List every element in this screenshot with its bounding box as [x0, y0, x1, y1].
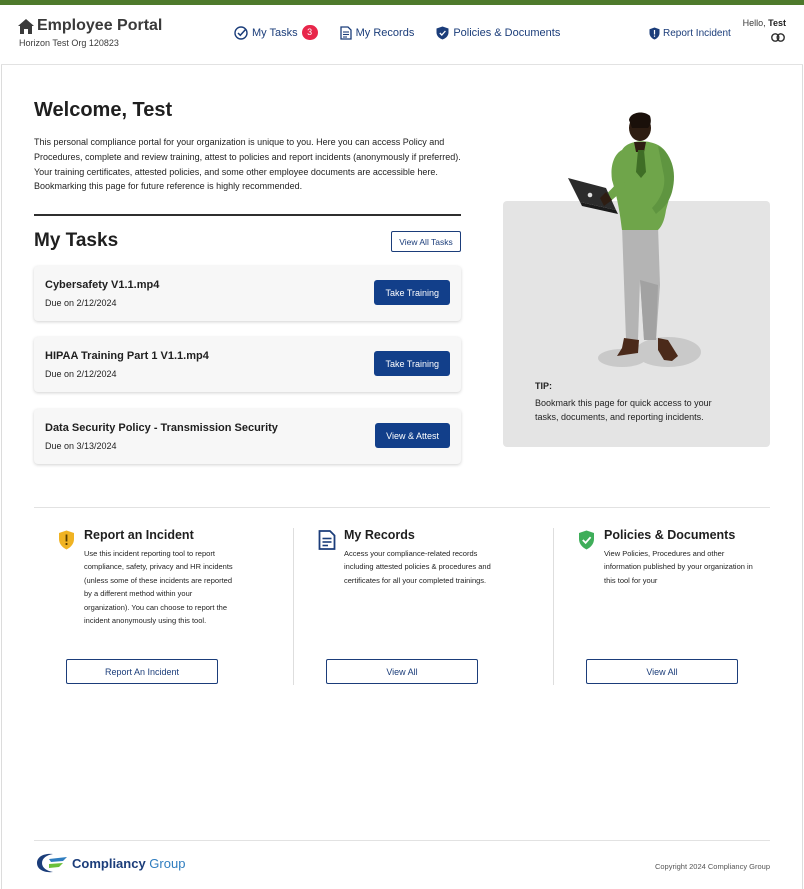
tasks-count-badge: 3 — [302, 25, 318, 40]
main-nav — [234, 25, 582, 40]
tasks-divider — [34, 214, 461, 216]
nav-my-tasks-label: My Tasks — [252, 26, 298, 39]
report-incident-section — [84, 528, 294, 627]
my-records-desc: Access your compliance-related records including attested policies & procedures and certificates for all your completed trainings. — [344, 549, 491, 585]
tip-text: Bookmark this page for quick access to your tasks, documents, and reporting incidents. — [535, 398, 712, 422]
person-with-laptop-illustration — [560, 110, 720, 370]
document-icon — [318, 530, 336, 550]
org-name: Horizon Test Org 120823 — [19, 38, 119, 48]
nav-policies[interactable] — [436, 26, 560, 40]
app-title: Employee Portal — [37, 17, 163, 34]
check-circle-icon — [234, 26, 248, 40]
welcome-title: Welcome, Test — [34, 99, 173, 121]
report-incident-desc: Use this incident reporting tool to report compliance, safety, privacy and HR incidents (unless some of these incidents are reported by a different method within your organization). You can choose to report the incident anonymously using this tool. — [84, 549, 233, 626]
greeting-text: Hello, — [742, 18, 766, 28]
section-divider — [34, 507, 770, 508]
user-greeting — [743, 18, 786, 28]
shield-check-icon — [578, 530, 595, 550]
policies-section — [604, 528, 804, 587]
policies-desc: View Policies, Procedures and other information published by your organization in this tool for your — [604, 549, 753, 585]
report-incident-link[interactable] — [649, 27, 731, 40]
nav-my-records-label: My Records — [355, 26, 415, 39]
tip-label: TIP: — [535, 381, 552, 391]
report-incident-title: Report an Incident — [84, 528, 194, 542]
view-all-policies-button[interactable]: View All — [586, 659, 738, 684]
task-name: HIPAA Training Part 1 V1.1.mp4 — [45, 350, 209, 362]
task-card — [34, 337, 461, 392]
logo-main: Compliancy — [72, 855, 146, 871]
tasks-title: My Tasks — [34, 230, 119, 251]
welcome-text: This personal compliance portal for your organization is unique to you. Here you can access Policy and Procedures, complete and review training, attest to policies and report incidents (anonymously if preferred). Your training certificates, attested policies, and some other employee documents are accessible here. Bookmarking this page for future reference is highly recommended. — [34, 137, 461, 192]
compliancy-logo-icon — [35, 852, 69, 874]
task-card — [34, 409, 461, 464]
home-icon — [18, 19, 34, 34]
nav-my-tasks[interactable] — [234, 25, 318, 40]
task-due-date: Due on 3/13/2024 — [45, 441, 117, 451]
my-records-section — [344, 528, 554, 587]
report-incident-label: Report Incident — [663, 28, 731, 39]
document-icon — [340, 26, 352, 40]
home-link[interactable] — [18, 17, 162, 35]
column-divider — [293, 528, 294, 685]
logo-sub: Group — [145, 855, 186, 871]
my-records-title: My Records — [344, 528, 415, 542]
nav-my-records[interactable] — [340, 26, 415, 40]
top-header — [1, 5, 803, 65]
take-training-button[interactable]: Take Training — [374, 280, 450, 305]
user-name: Test — [768, 18, 786, 28]
view-all-records-button[interactable]: View All — [326, 659, 478, 684]
shield-check-icon — [436, 26, 449, 40]
task-name: Cybersafety V1.1.mp4 — [45, 279, 160, 291]
task-name: Data Security Policy - Transmission Security — [45, 422, 278, 434]
footer-divider — [34, 840, 770, 841]
task-card — [34, 266, 461, 321]
shield-alert-icon — [58, 530, 75, 550]
brand — [18, 17, 162, 48]
footer-logo — [35, 852, 185, 874]
view-attest-button[interactable]: View & Attest — [375, 423, 450, 448]
view-all-tasks-button[interactable]: View All Tasks — [391, 231, 461, 252]
task-due-date: Due on 2/12/2024 — [45, 369, 117, 379]
report-an-incident-button[interactable]: Report An Incident — [66, 659, 218, 684]
column-divider — [553, 528, 554, 685]
footer-logo-text — [72, 856, 185, 871]
link-icon[interactable] — [771, 33, 785, 42]
take-training-button[interactable]: Take Training — [374, 351, 450, 376]
copyright: Copyright 2024 Compliancy Group — [654, 862, 770, 871]
shield-alert-icon — [649, 27, 660, 40]
nav-policies-label: Policies & Documents — [453, 26, 561, 39]
task-due-date: Due on 2/12/2024 — [45, 298, 117, 308]
policies-title: Policies & Documents — [604, 528, 736, 542]
